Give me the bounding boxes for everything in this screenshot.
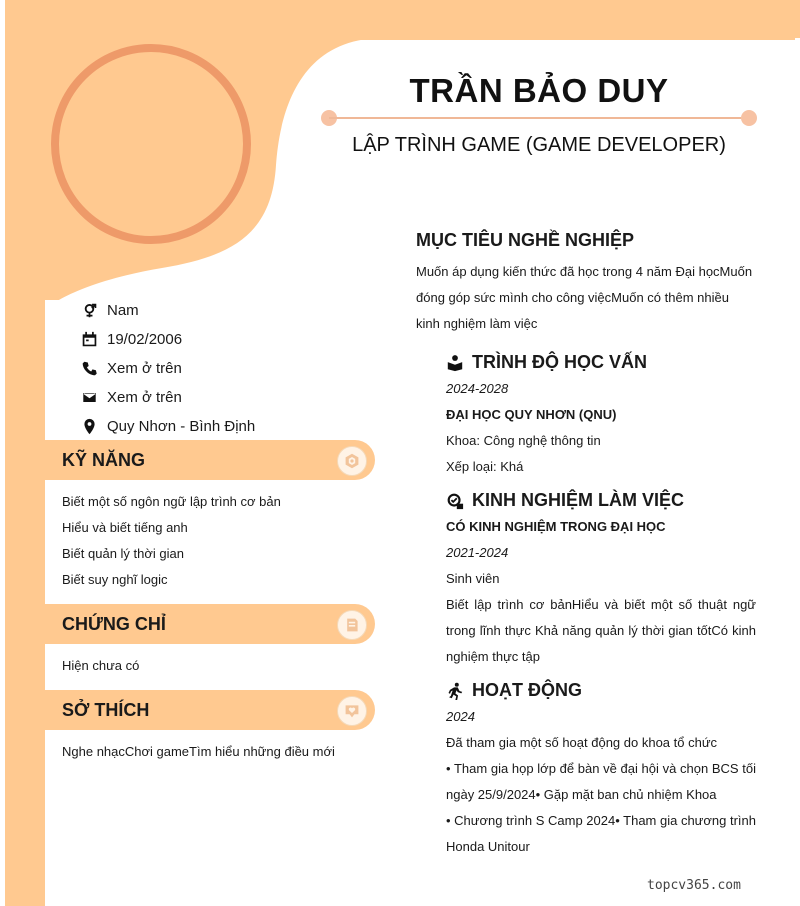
calendar-icon	[80, 331, 98, 349]
hobbies-list	[62, 739, 335, 765]
activity-line: • Tham gia họp lớp để bàn về đại hội và chọn BCS tối	[446, 761, 756, 776]
education-period: 2024-2028	[446, 381, 509, 396]
location-pin-icon	[80, 418, 98, 436]
education-grade: Xếp loại: Khá	[446, 459, 524, 474]
divider-dot-right	[741, 110, 757, 126]
experience-heading: KINH NGHIỆM LÀM VIỆC	[472, 490, 685, 510]
experience-line: trong lĩnh thực Khả năng quản lý thời gian tốtCó kinh	[446, 623, 756, 638]
certificate-badge-icon	[337, 610, 367, 640]
education-faculty: Khoa: Công nghệ thông tin	[446, 433, 601, 448]
email-text: Xem ở trên	[107, 389, 182, 406]
hobbies-heading-bar	[45, 690, 375, 730]
skills-heading: KỸ NĂNG	[62, 450, 146, 470]
skills-heading-bar	[45, 440, 375, 480]
birthday-row	[80, 325, 255, 354]
certificates-list	[62, 653, 139, 679]
personal-info	[80, 296, 255, 441]
avatar	[51, 44, 251, 244]
list-item: Biết quản lý thời gian	[62, 546, 184, 561]
education-heading-row	[446, 352, 647, 373]
experience-period: 2021-2024	[446, 545, 509, 560]
experience-icon	[446, 492, 464, 510]
list-item: Hiện chưa có	[62, 658, 140, 673]
objective-line: Muốn áp dụng kiến thức đã học trong 4 năm Đại họcMuốn	[416, 264, 753, 279]
heart-badge-icon	[337, 696, 367, 726]
activity-line: ngày 25/9/2024• Gặp mặt ban chủ nhiệm Khoa	[446, 787, 717, 802]
education-heading: TRÌNH ĐỘ HỌC VẤN	[472, 352, 647, 372]
activities-heading-row	[446, 680, 582, 701]
certificates-heading-bar	[45, 604, 375, 644]
candidate-name: TRẦN BẢO DUY	[409, 72, 669, 109]
activity-line: • Chương trình S Camp 2024• Tham gia chương trình	[446, 813, 756, 828]
running-person-icon	[446, 682, 464, 700]
envelope-icon	[80, 389, 98, 407]
activities-period: 2024	[446, 709, 475, 724]
address-text: Quy Nhơn - Bình Định	[107, 418, 256, 435]
education-icon	[446, 354, 464, 372]
list-item: Hiểu và biết tiếng anh	[62, 520, 188, 535]
activities-heading: HOẠT ĐỘNG	[472, 680, 582, 700]
experience-role: Sinh viên	[446, 571, 500, 586]
experience-org: CÓ KINH NGHIỆM TRONG ĐẠI HỌC	[446, 519, 666, 534]
birthday-text: 19/02/2006	[107, 331, 183, 348]
phone-text: Xem ở trên	[107, 360, 182, 377]
activity-line: Đã tham gia một số hoạt động do khoa tổ chức	[446, 735, 718, 750]
skills-badge-icon	[337, 446, 367, 476]
experience-block	[446, 514, 756, 670]
objective-line: kinh nghiệm làm việc	[416, 316, 538, 331]
education-school: ĐẠI HỌC QUY NHƠN (QNU)	[446, 407, 617, 422]
job-title: LẬP TRÌNH GAME (GAME DEVELOPER)	[352, 134, 726, 156]
phone-icon	[80, 360, 98, 378]
address-row	[80, 412, 255, 441]
list-item: Biết một số ngôn ngữ lập trình cơ bản	[62, 494, 281, 509]
objective-text	[416, 259, 756, 337]
objective-line: đóng góp sức mình cho công việcMuốn có thêm nhiều	[416, 290, 729, 305]
education-block	[446, 376, 756, 480]
hobbies-heading: SỞ THÍCH	[62, 700, 150, 720]
skills-list	[62, 489, 281, 593]
objective-heading: MỤC TIÊU NGHỀ NGHIỆP	[416, 230, 635, 250]
gender-icon	[80, 302, 98, 320]
footer-site: topcv365.com	[647, 878, 741, 893]
phone-row	[80, 354, 255, 383]
title-divider	[329, 117, 749, 119]
list-item: Biết suy nghĩ logic	[62, 572, 168, 587]
gender-row	[80, 296, 255, 325]
activity-line: Honda Unitour	[446, 839, 530, 854]
certificates-heading: CHỨNG CHỈ	[62, 614, 166, 634]
experience-line: Biết lập trình cơ bảnHiểu và biết một số thuật ngữ	[446, 597, 756, 612]
activities-block	[446, 704, 756, 860]
experience-heading-row	[446, 490, 684, 511]
email-row	[80, 383, 255, 412]
experience-line: nghiệm thực tập	[446, 649, 540, 664]
list-item: Nghe nhạcChơi gameTìm hiểu những điều mới	[62, 744, 335, 759]
gender-text: Nam	[107, 302, 139, 319]
